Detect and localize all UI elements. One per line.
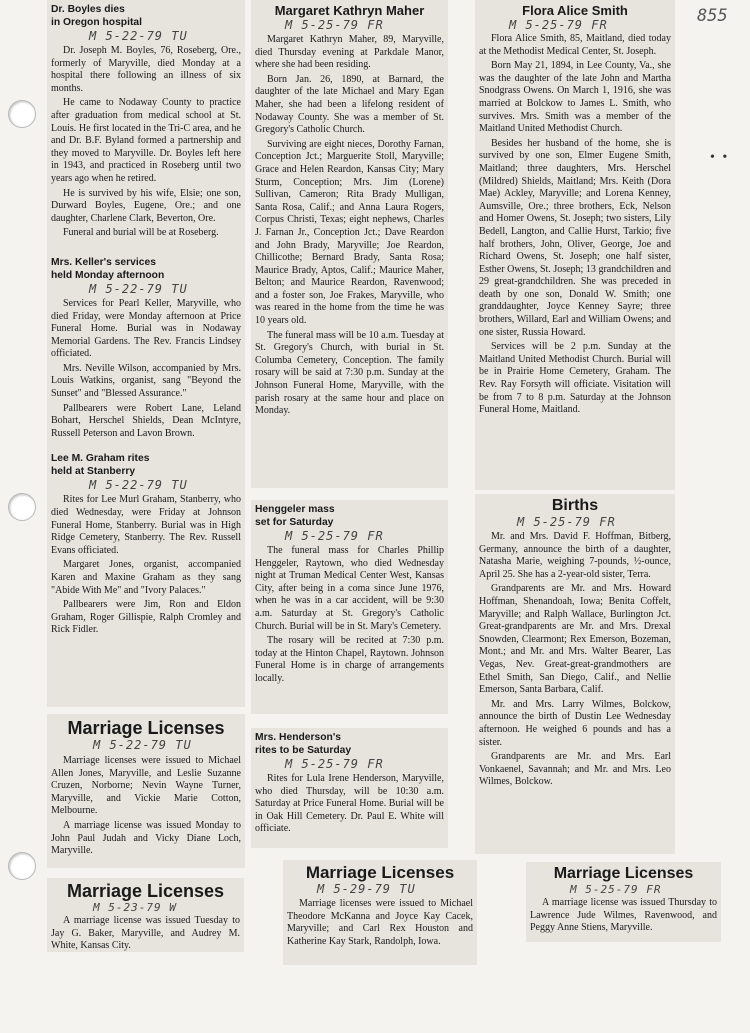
article-maher: [255, 34, 444, 418]
paragraph: Services will be 2 p.m. Sunday at the Maitland United Methodist Church. Burial will be in Prairie Home Cemetery, Graham. The Rev. Ray Forsyth will officiate. Visitation will be from 7 to 8 p.m. Saturday at the Johnson Funeral Home, Maitland.: [479, 341, 671, 416]
headline-keller: Mrs. Keller's services held Monday afternoon: [51, 256, 165, 281]
date-annotation: M 5-23-79 W: [93, 901, 177, 914]
paragraph: Margaret Kathryn Maher, 89, Maryville, died Thursday evening at Parkdale Manor, where she had been residing.: [255, 34, 444, 71]
headline-smith: Flora Alice Smith: [522, 3, 628, 18]
paragraph: Pallbearers were Jim, Ron and Eldon Graham, Roger Gillispie, Ralph Cromley and Rick Fidler.: [51, 599, 241, 636]
clipping-marriage-licenses-4: [526, 862, 721, 942]
article-henggeler: [255, 545, 444, 686]
article-births: [479, 531, 671, 789]
article-marriage-2: [51, 915, 240, 952]
clipping-marriage-licenses-2: [47, 878, 244, 952]
headline-maher: Margaret Kathryn Maher: [274, 3, 425, 18]
stray-marks: • •: [710, 150, 730, 165]
paragraph: Born Jan. 26, 1890, at Barnard, the daughter of the late Michael and Mary Egan Maher, she had been a lifelong resident of Nodaway County. She was a member of St. Gregory's Catholic Church.: [255, 73, 444, 136]
paragraph: He is survived by his wife, Elsie; one son, Durward Boyles, Eugene, Ore.; and one daughter, Charlene Clark, Beverton, Ore.: [51, 187, 241, 224]
paragraph: The rosary will be recited at 7:30 p.m. today at the Hinton Chapel, Raytown. Johnson Funeral Home is in charge of arrangements locally.: [255, 635, 444, 684]
paragraph: Rites for Lee Murl Graham, Stanberry, who died Wednesday, were Friday at Johnson Funeral Home, Stanberry. Burial was in High Ridge Cemetery, Stanberry. The Rev. Russell Evans officiated.: [51, 494, 241, 556]
section-title: Marriage Licenses: [305, 863, 455, 882]
paragraph: A marriage license was issued Thursday to Lawrence Jude Wilmes, Ravenwood, and Peggy Anne Stiens, Maryville.: [530, 897, 717, 934]
paragraph: The funeral mass will be 10 a.m. Tuesday at St. Gregory's Church, with burial in St. Columba Cemetery, Conception. The family rosary will be said at 7:30 p.m. Sunday at the Johnson Funeral Home, Maryville, with the parish rosary at the same hour and place on Monday.: [255, 329, 444, 417]
paragraph: Marriage licenses were issued to Michael Theodore McKanna and Joyce Kay Cacek, Maryville; and Carl Rex Houston and Katherine Kay Stark, Randolph, Iowa.: [287, 898, 473, 947]
clipping-column-1: [47, 0, 245, 707]
paragraph: The funeral mass for Charles Phillip Henggeler, Raytown, who died Wednesday night at Truman Medical Center West, Kansas City, after being in a coma since June 1976, when he was in a car accident, will be 9:30 a.m. Saturday at St. Gregory's Catholic Church. Burial will be in St. Mary's Cemetery.: [255, 545, 444, 632]
paragraph: Grandparents are Mr. and Mrs. Earl Vonkaenel, Savannah; and Mr. and Mrs. Leo Wilmes, Bolckow.: [479, 751, 671, 788]
paragraph: Margaret Jones, organist, accompanied Karen and Maxine Graham as they sang "Abide With Me" and "Ivory Palaces.": [51, 559, 241, 596]
paragraph: Rites for Lula Irene Henderson, Maryville, who died Thursday, will be 10:30 a.m. Saturday at Price Funeral Home. Burial will be in Oak Hill Cemetery. Dr. Paul E. White will officiate.: [255, 773, 444, 835]
date-annotation: M 5-29-79 TU: [317, 882, 416, 896]
clipping-marriage-licenses-1: [47, 714, 245, 868]
date-annotation: M 5-25-79 FR: [517, 515, 616, 529]
paragraph: Marriage licenses were issued to Michael Allen Jones, Maryville, and Leslie Suzanne Cruzen, Norborne; Nevin Wayne Turner, Maryville, and Vickie Marie Cotton, Melbourne.: [51, 755, 241, 817]
headline-graham: Lee M. Graham rites held at Stanberry: [51, 453, 150, 478]
date-annotation: M 5-22-79 TU: [89, 29, 188, 43]
clipping-henggeler: [251, 500, 448, 714]
date-annotation: M 5-25-79 FR: [509, 18, 608, 32]
section-title: Marriage Licenses: [67, 718, 225, 738]
clipping-marriage-licenses-3: [283, 860, 477, 965]
headline-henderson: Mrs. Henderson's rites to be Saturday: [255, 732, 352, 756]
article-graham: [51, 494, 241, 637]
clipping-henderson: [251, 728, 448, 848]
paragraph: Mr. and Mrs. David F. Hoffman, Bitberg, Germany, announce the birth of a daughter, Natasha Marie, weighing 7-pounds, ½-ounce, April 25. She has a 2-year-old sister, Terra.: [479, 531, 671, 580]
article-marriage-3: [287, 898, 473, 948]
paragraph: Dr. Joseph M. Boyles, 76, Roseberg, Ore., formerly of Maryville, died Monday at a hospital there following an illness of six months.: [51, 45, 241, 94]
article-keller: [51, 298, 241, 441]
punch-hole-middle: [8, 493, 36, 521]
section-title: Marriage Licenses: [66, 881, 225, 901]
paragraph: Mr. and Mrs. Larry Wilmes, Bolckow, announce the birth of Dustin Lee Wednesday afternoon. He weighed 6 pounds and has a sister.: [479, 698, 671, 748]
paragraph: Pallbearers were Robert Lane, Leland Bohart, Herschel Shields, Dean McIntyre, Russell Peterson and Lavon Brown.: [51, 402, 241, 439]
paragraph: A marriage license was issued Tuesday to Jay G. Baker, Maryville, and Audrey M. White, Kansas City.: [51, 915, 240, 952]
date-annotation: M 5-25-79 FR: [285, 757, 384, 771]
paragraph: He came to Nodaway County to practice after graduation from medical school at St. Louis. He first located in the Tri-C area, and he and Dr. B.F. Byland formed a partnership and they moved to Maryville. Dr. Boyles left here in 1943, and practiced in Roseberg until two years ago when he retired.: [51, 97, 241, 184]
section-title: Marriage Licenses: [553, 865, 694, 882]
paragraph: A marriage license was issued Monday to John Paul Judah and Vicky Diane Loch, Maryville.: [51, 819, 241, 857]
paragraph: Mrs. Neville Wilson, accompanied by Mrs. Louis Watkins, organist, sang "Beyond the Sunset" and "Blessed Assurance.": [51, 362, 241, 400]
article-henderson: [255, 773, 444, 836]
headline-henggeler: Henggeler mass set for Saturday: [255, 504, 335, 528]
date-annotation: M 5-25-79 FR: [285, 18, 384, 32]
clipping-births: [475, 494, 675, 854]
date-annotation: M 5-22-79 TU: [89, 478, 188, 493]
paragraph: Services for Pearl Keller, Maryville, who died Friday, were Monday afternoon at Price Funeral Home. Burial was in Nodaway Memorial Gardens. The Rev. Francis Lindsey officiated.: [51, 297, 241, 360]
paragraph: Born May 21, 1894, in Lee County, Va., she was the daughter of the late John and Martha Snodgrass Owens. On March 1, 1916, she was married at Bolckow to James L. Smith, who survives. Mrs. Smith was a member of the Maitland United Methodist Church.: [479, 60, 671, 135]
clipping-column-3: [475, 0, 675, 490]
paragraph: Surviving are eight nieces, Dorothy Farnan, Conception Jct.; Marguerite Stoll, Maryville; Grace and Helen Reardon, Kansas City; Mary Sturm, Conception; Mrs. Jim (Lorene) Sullivan, Cameron; Rita Brady Mulligan, Santa Rosa, Calif.; and Anna Laura Rogers, Corpus Christi, Texas; eight nephews, Charles J. Farnan Jr., Conception Jct.; Dave Reardon and John Brady, Maryville; Joe Reardon, Chillicothe; Bernard Brady, Santa Rosa; Maurice Brady, Aptos, Calif.; Maurice Maher, Belton; and Maurice Reardon, Ravenwood; and a foster son, Joe Frakes, Maryville, who was reared in the home from the time he was 10 years old.: [255, 138, 444, 327]
paragraph: Funeral and burial will be at Roseberg.: [63, 227, 219, 239]
date-annotation: M 5-25-79 FR: [285, 529, 384, 543]
article-smith: [479, 33, 671, 417]
date-annotation: M 5-22-79 TU: [89, 281, 188, 296]
clipping-column-2: [251, 0, 448, 488]
article-boyles: [51, 45, 241, 240]
date-annotation: M 5-22-79 TU: [93, 738, 192, 752]
punch-hole-bottom: [8, 852, 36, 880]
article-marriage-4: [530, 897, 717, 935]
headline-births: Births: [551, 497, 599, 514]
page-number: 855: [697, 6, 728, 26]
article-marriage-1: [51, 755, 241, 858]
punch-hole-top: [8, 100, 36, 128]
headline-boyles: Dr. Boyles dies in Oregon hospital: [51, 4, 142, 28]
date-annotation: M 5-25-79 FR: [570, 883, 662, 896]
paragraph: Grandparents are Mr. and Mrs. Howard Hoffman, Shenandoah, Iowa; Benita Coffelt, Maryville; and Ralph Wallace, Burlington Jct. Great-grandparents are Mr. and Mrs. Drexal Snowden, Clearmont; Rex Emerson, Bozeman, Mont.; and Mr. and Mrs. Walter Bearer, Las Vegas, Nev. Great-great-grandmothers are Ethel Smith, San Diego, Calif., and Nellie Emerson, Santa Barbara, Calif.: [479, 583, 671, 696]
paragraph: Besides her husband of the home, she is survived by one son, Elmer Eugene Smith, Maitland; three daughters, Mrs. Herschel (Mildred) Shields, Maitland; Mrs. Keith (Dora Mae) Ackley, Maryville; and Lorena Kenney, Aumsville, Ore.; three brothers, Eck, Nelson and Homer Owens, St. Joseph; two sisters, Lily Bedell, Langton, and Callie Hurst, Tarkio; five half brothers, John, Oliver, George, Joe and Richard Owens, St. Joseph; one half sister, Esther Owens, St. Joseph; 13 grandchildren and 29 great-grandchildren. She was preceded in death by one son, Donald W. Smith; one granddaughter, Joyce Kenney Sayre; three brothers, Willard, Earl and William Owens; and one sister, Russia Howard.: [479, 137, 671, 338]
paragraph: Flora Alice Smith, 85, Maitland, died today at the Methodist Medical Center, St. Joseph.: [479, 33, 671, 57]
